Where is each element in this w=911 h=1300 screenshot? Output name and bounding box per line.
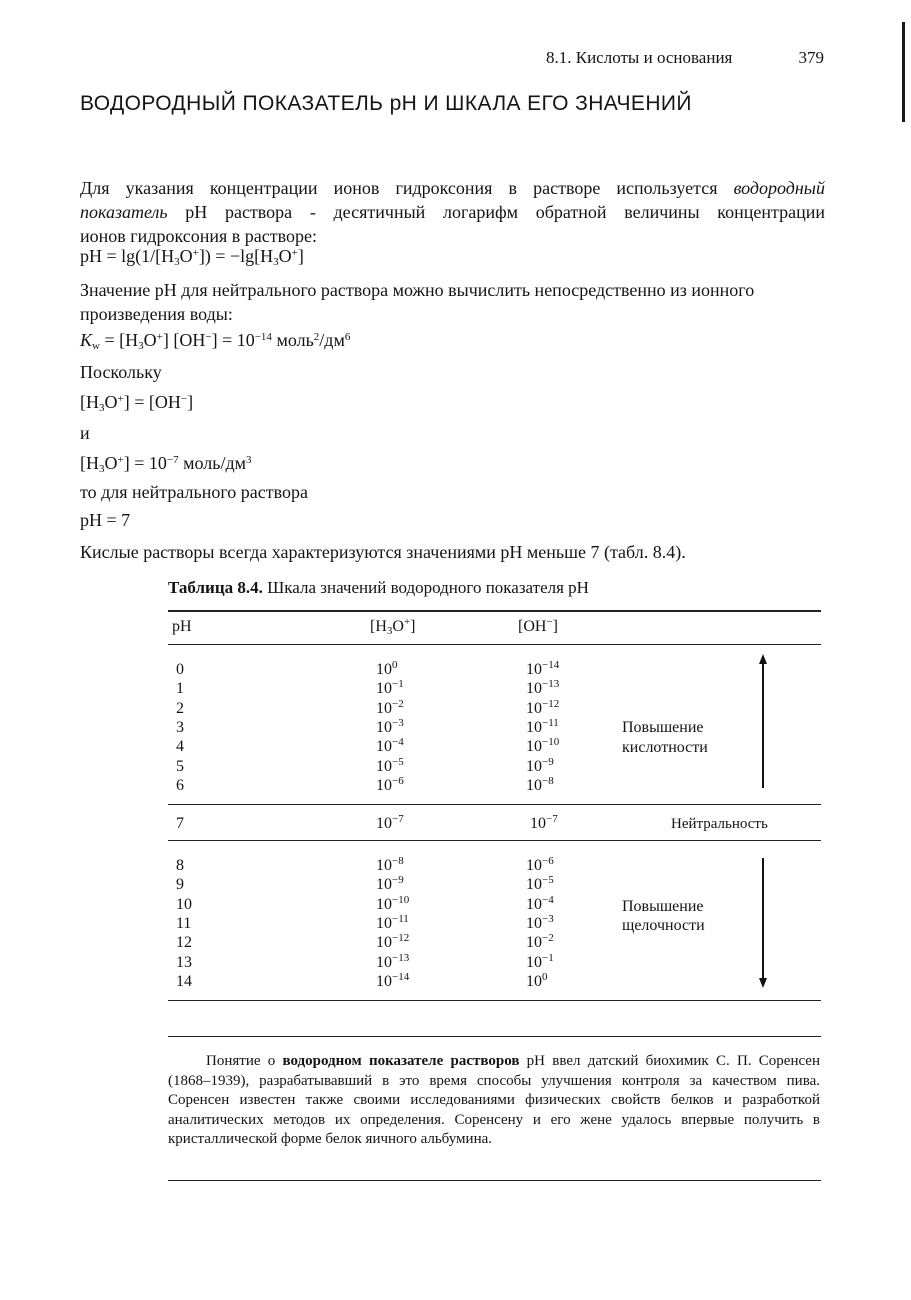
acid-row-h3o-value: $10^{-6}$ <box>376 774 404 794</box>
since-word: Поскольку <box>80 362 162 382</box>
acidity-arrow-icon <box>755 654 771 788</box>
neutral-oh: $10^{-7}$ <box>530 813 558 832</box>
formula-concentration: $[H_3O^+] = 10^{-7}$ моль/$дм^3$ <box>80 453 252 475</box>
acid-row-oh-value: $10^{-9}$ <box>526 755 554 775</box>
intro-line-2: показатель pH раствора - десятичный логарифм обратной величины концентрации <box>80 202 825 222</box>
acid-row-ph-value: 6 <box>176 776 184 794</box>
base-row-h3o-value: $10^{-14}$ <box>376 970 410 990</box>
table-bottom-rule <box>168 1000 821 1001</box>
base-row-h3o-value: $10^{-8}$ <box>376 855 404 874</box>
acid-row-oh-value: $10^{-13}$ <box>526 678 560 698</box>
acid-row-oh-value: $10^{-11}$ <box>526 716 559 736</box>
base-row-h3o-value: $10^{-9}$ <box>376 874 404 894</box>
acid-row-oh-value: $10^{-12}$ <box>526 697 560 717</box>
base-row-ph-value: 10 <box>176 895 192 913</box>
acid-row-ph-value: 3 <box>176 718 184 736</box>
intro-line-1: Для указания концентрации ионов гидроксония в растворе используется водородный <box>80 178 825 198</box>
note-top-rule <box>168 1036 821 1037</box>
base-row-oh-value: $10^{-4}$ <box>526 893 554 913</box>
running-title: 8.1. Кислоты и основания <box>546 48 733 67</box>
base-row-ph-value: 11 <box>176 914 192 932</box>
intro-paragraph <box>80 176 825 248</box>
formula-kw: $K_w = [H_3O^+] [OH^-] = 10^{-14}$ $моль^2/дм^6$ <box>80 330 351 352</box>
base-row-oh-value: $10^{-2}$ <box>526 932 554 952</box>
page-number: 379 <box>798 48 824 67</box>
base-row-ph-value: 12 <box>176 934 192 952</box>
neutrality-label: Нейтральность <box>671 816 768 832</box>
acid-row-oh-value: $10^{-14}$ <box>526 659 560 678</box>
acid-row-oh-value: $10^{-8}$ <box>526 774 554 794</box>
acid-row-h3o-value: $10^{-1}$ <box>376 678 404 698</box>
neutral-paragraph: Значение pH для нейтрального раствора можно вычислить непосредственно из ионного произведения воды: <box>80 280 755 324</box>
base-row-oh-value: $10^{-6}$ <box>526 855 554 874</box>
header-rule <box>168 644 821 645</box>
alkalinity-label-2: щелочности <box>622 917 705 934</box>
base-row-ph-value: 9 <box>176 876 184 894</box>
col-header-ph: pH <box>172 618 192 635</box>
acid-row-h3o-value: $10^0$ <box>376 659 398 678</box>
acid-row-ph-value: 0 <box>176 661 184 678</box>
section-title: ВОДОРОДНЫЙ ПОКАЗАТЕЛЬ pH И ШКАЛА ЕГО ЗНАЧЕНИЙ <box>80 92 692 115</box>
acid-sentence: Кислые растворы всегда характеризуются значениями pH меньше 7 (табл. 8.4). <box>80 542 686 562</box>
base-row-ph-value: 13 <box>176 953 192 971</box>
acid-row-ph-value: 5 <box>176 757 184 775</box>
neutral-h3o: $10^{-7}$ <box>376 813 404 832</box>
base-row-ph-value: 14 <box>176 972 192 990</box>
and-word: и <box>80 423 90 443</box>
historical-note: Понятие о водородном показателе растворов pH ввел датский биохимик С. П. Соренсен (1868–1939), разрабатывавший в это время способы улучшения контроля за качеством пива. Соренсен известен также своими исследованиями физических свойств белков и разработкой аналитических методов их определения. Соренсену и его жене удалось впервые получить в кристаллической форме белок яичного альбумина. <box>168 1053 820 1148</box>
table-top-rule <box>168 610 821 612</box>
page-edge-bar <box>902 22 905 122</box>
acid-row-oh-value: $10^{-10}$ <box>526 736 560 756</box>
col-header-h3o: $[H_3O^+]$ <box>370 616 416 637</box>
base-row-h3o-value: $10^{-13}$ <box>376 951 410 971</box>
ph-equals-7: pH = 7 <box>80 510 131 530</box>
acidity-label-1: Повышение <box>622 719 704 736</box>
acid-row-ph-value: 2 <box>176 699 184 717</box>
base-row-h3o-value: $10^{-12}$ <box>376 932 410 952</box>
acid-row-h3o-value: $10^{-2}$ <box>376 697 404 717</box>
running-header <box>546 48 836 68</box>
acid-row-ph-value: 1 <box>176 680 184 698</box>
base-row-oh-value: $10^{-3}$ <box>526 912 554 932</box>
note-bottom-rule <box>168 1180 821 1181</box>
then-line: то для нейтрального раствора <box>80 482 309 502</box>
neutral-ph: 7 <box>176 815 184 832</box>
base-row-oh-value: $10^{-5}$ <box>526 874 554 894</box>
acid-row-h3o-value: $10^{-3}$ <box>376 716 404 736</box>
base-row-ph-value: 8 <box>176 857 184 874</box>
acid-row-h3o-value: $10^{-5}$ <box>376 755 404 775</box>
intro-line-3: ионов гидроксония в растворе: <box>80 226 317 246</box>
base-row-h3o-value: $10^{-10}$ <box>376 893 410 913</box>
base-row-h3o-value: $10^{-11}$ <box>376 912 409 932</box>
neutral-bottom-rule <box>168 840 821 841</box>
table-caption: Таблица 8.4. Шкала значений водородного показателя pH <box>168 578 589 597</box>
acidity-label-2: кислотности <box>622 739 708 756</box>
alkalinity-arrow-icon <box>755 858 771 988</box>
acid-row-ph-value: 4 <box>176 738 184 756</box>
acid-row-h3o-value: $10^{-4}$ <box>376 736 404 756</box>
neutral-top-rule <box>168 804 821 805</box>
col-header-oh: [OH−] <box>518 616 558 635</box>
formula-ph: pH = $\lg(1/[H_3O^+]) = -\lg[H_3O^+]$ <box>80 246 304 268</box>
formula-equality: $[H_3O^+] = [OH^-]$ <box>80 392 194 414</box>
base-row-oh-value: $10^0$ <box>526 970 548 990</box>
base-row-oh-value: $10^{-1}$ <box>526 951 554 971</box>
alkalinity-label-1: Повышение <box>622 898 704 915</box>
